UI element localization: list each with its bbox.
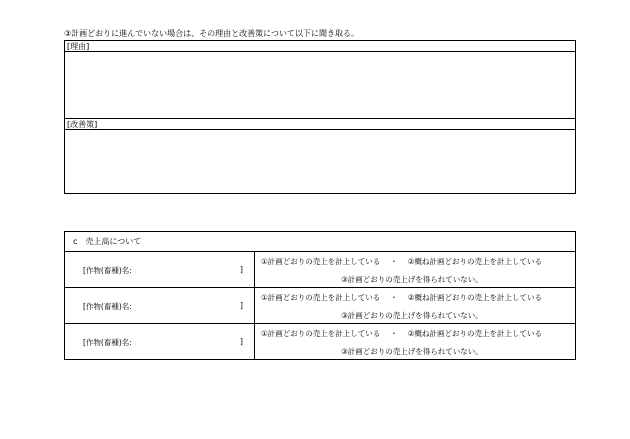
option-2[interactable]: ②概ね計画どおりの売上を計上している: [407, 257, 542, 266]
crop-name-cell[interactable]: [65, 252, 255, 287]
sales-options-cell: [255, 288, 575, 323]
option-2[interactable]: ②概ね計画どおりの売上を計上している: [407, 293, 542, 302]
sales-row: [65, 324, 575, 359]
reason-input-area[interactable]: [65, 52, 575, 118]
sales-row: [65, 252, 575, 288]
option-1[interactable]: ①計画どおりの売上を計上している: [261, 293, 381, 302]
sales-options-cell: [255, 324, 575, 359]
crop-name-cell[interactable]: [65, 288, 255, 323]
intro-text: ③計画どおりに進んでいない場合は、その理由と改善策について以下に聞き取る。: [64, 29, 360, 38]
crop-name-close-bracket: ]: [240, 337, 243, 346]
crop-name-close-bracket: ]: [240, 265, 243, 274]
sales-options-cell: [255, 252, 575, 287]
reason-box: [64, 40, 576, 119]
crop-name-close-bracket: ]: [240, 301, 243, 310]
option-separator: ・: [390, 329, 398, 338]
option-1[interactable]: ①計画どおりの売上を計上している: [261, 257, 381, 266]
crop-name-label: [作物(畜種)名:: [83, 266, 132, 275]
option-3[interactable]: ③計画どおりの売上げを得られていない。: [341, 275, 483, 284]
measures-label: [改善策]: [65, 119, 575, 130]
option-1[interactable]: ①計画どおりの売上を計上している: [261, 329, 381, 338]
option-3[interactable]: ③計画どおりの売上げを得られていない。: [341, 347, 483, 356]
option-separator: ・: [390, 257, 398, 266]
option-separator: ・: [390, 293, 398, 302]
sales-title: c 売上高について: [65, 232, 575, 252]
sales-table: [64, 231, 576, 360]
option-2[interactable]: ②概ね計画どおりの売上を計上している: [407, 329, 542, 338]
crop-name-label: [作物(畜種)名:: [83, 338, 132, 347]
reason-label: [理由]: [65, 41, 575, 52]
measures-input-area[interactable]: [65, 130, 575, 193]
sales-row: [65, 288, 575, 324]
crop-name-cell[interactable]: [65, 324, 255, 359]
crop-name-label: [作物(畜種)名:: [83, 302, 132, 311]
option-3[interactable]: ③計画どおりの売上げを得られていない。: [341, 311, 483, 320]
measures-box: [64, 118, 576, 194]
